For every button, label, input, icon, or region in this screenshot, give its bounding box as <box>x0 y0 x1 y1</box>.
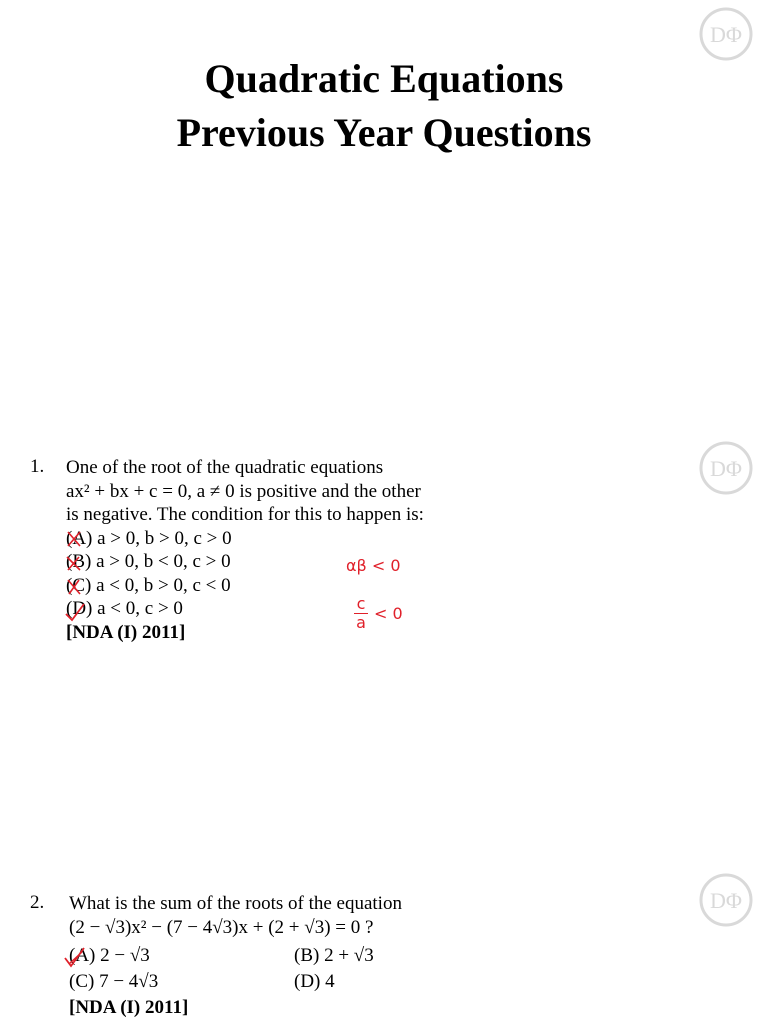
strike-marks <box>62 528 102 628</box>
ratio-numerator: c <box>356 594 366 613</box>
option-b: (B) a > 0, b < 0, c > 0 <box>66 551 231 572</box>
title-line-1: Quadratic Equations <box>204 56 564 101</box>
option-a: (A) 2 − √3 <box>69 945 150 966</box>
question-2 <box>69 892 402 939</box>
option-c: (C) 7 − 4√3 <box>69 971 159 992</box>
option-d: (D) 4 <box>294 971 335 992</box>
title-line-2: Previous Year Questions <box>176 110 592 155</box>
svg-text:DΦ: DΦ <box>710 22 742 47</box>
option-b: (B) 2 + √3 <box>294 945 374 966</box>
question-number: 1. <box>30 456 45 477</box>
question-text-line: ax² + bx + c = 0, a ≠ 0 is positive and the other <box>66 480 421 502</box>
svg-text:DΦ: DΦ <box>710 888 742 913</box>
handwritten-note-product: αβ < 0 <box>346 556 401 575</box>
question-number: 2. <box>30 892 45 913</box>
dphi-logo-icon <box>698 872 754 928</box>
dphi-logo-icon <box>698 6 754 62</box>
ratio-denominator: a <box>356 613 366 632</box>
question-1 <box>66 456 424 644</box>
option-d: (D) a < 0, c > 0 <box>66 598 183 619</box>
question-text-line: What is the sum of the roots of the equation <box>69 893 402 914</box>
option-c: (C) a < 0, b > 0, c < 0 <box>66 574 231 596</box>
check-mark <box>62 944 102 974</box>
question-text-line: One of the root of the quadratic equations <box>66 457 384 478</box>
question-text-line: is negative. The condition for this to happen is: <box>66 504 424 525</box>
handwritten-note-relation: < 0 <box>374 604 403 623</box>
svg-text:DΦ: DΦ <box>710 456 742 481</box>
option-a: (A) a > 0, b > 0, c > 0 <box>66 527 232 549</box>
page-title <box>0 52 768 160</box>
handwritten-note-ratio <box>354 596 368 631</box>
question-text-line: (2 − √3)x² − (7 − 4√3)x + (2 + √3) = 0 ? <box>69 916 374 938</box>
question-source: [NDA (I) 2011] <box>66 621 186 643</box>
dphi-logo-icon <box>698 440 754 496</box>
question-source: [NDA (I) 2011] <box>69 997 189 1018</box>
